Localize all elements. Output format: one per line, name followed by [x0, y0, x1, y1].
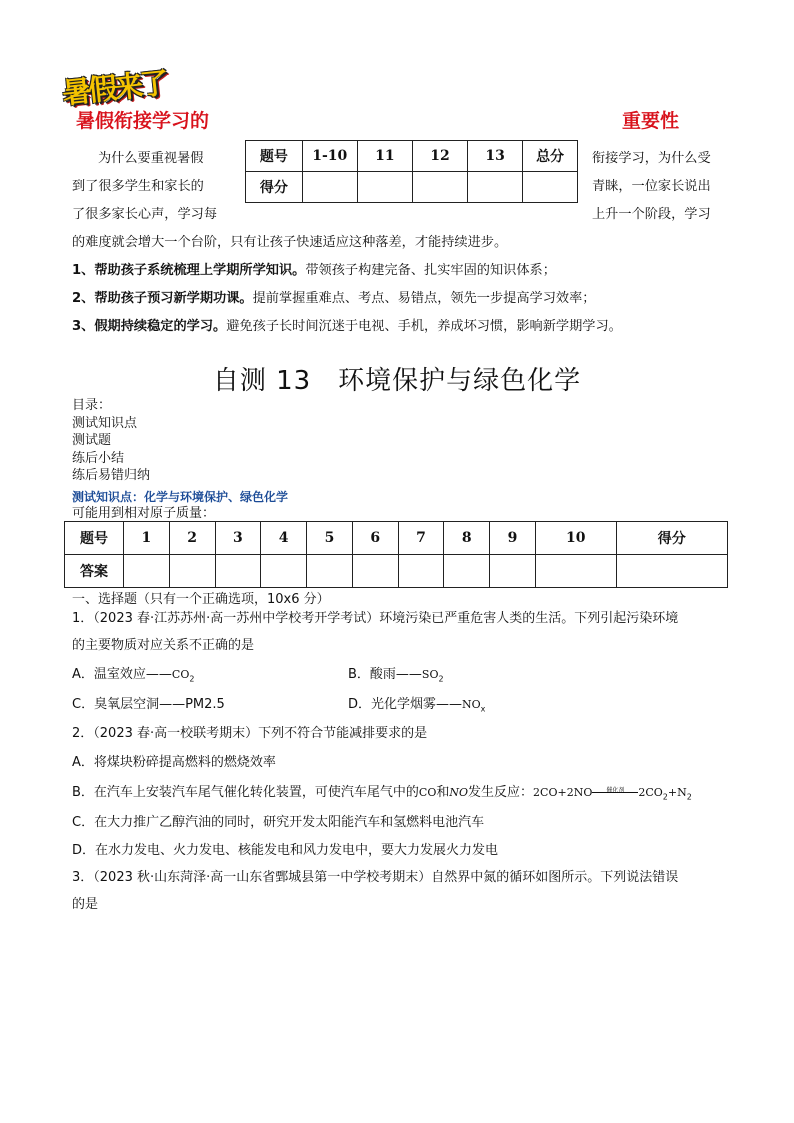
- q1-option-d[interactable]: [348, 693, 485, 714]
- answer-header-cell: 2: [169, 522, 215, 555]
- q2-option-b-co: CO: [418, 786, 437, 799]
- toc-item: 测试题: [72, 433, 112, 448]
- answer-table-row: [65, 555, 728, 588]
- intro-point-2-bold: 2、帮助孩子预习新学期功课。: [72, 291, 253, 306]
- toc-item: 练后小结: [72, 450, 125, 466]
- score-header-cell: 题号: [246, 141, 303, 172]
- intro-point-3-bold: 3、假期持续稳定的学习。: [72, 319, 227, 334]
- answer-header-cell: 题号: [65, 522, 124, 555]
- answer-input-cell[interactable]: [490, 555, 536, 588]
- answer-header-cell: 4: [261, 522, 307, 555]
- intro-line-4: 的难度就会增大一个台阶，只有让孩子快速适应这种落差，才能持续进步。: [72, 235, 508, 250]
- q1-option-b[interactable]: [348, 663, 444, 684]
- intro-point-1: [72, 257, 556, 285]
- answer-header-cell: 10: [535, 522, 616, 555]
- answer-input-cell[interactable]: [352, 555, 398, 588]
- q2-option-b-pre: B．在汽车上安装汽车尾气催化转化装置，可使汽车尾气中的: [72, 785, 419, 800]
- score-table-row: [246, 172, 578, 203]
- q2-equation-sub-1: 2: [662, 792, 668, 802]
- answer-table: [64, 521, 728, 588]
- toc-heading: 目录：: [72, 398, 112, 413]
- intro-point-3: [72, 313, 622, 341]
- q2-option-b-and: 和: [436, 785, 450, 800]
- q2-option-a[interactable]: A．将煤块粉碎提高燃料的燃烧效率: [72, 755, 276, 770]
- answer-input-cell[interactable]: [535, 555, 616, 588]
- answer-input-cell[interactable]: [169, 555, 215, 588]
- header-title-right: 重要性: [622, 110, 680, 132]
- q2-option-b-post: 发生反应：: [468, 785, 534, 800]
- score-header-cell: 总分: [523, 141, 578, 172]
- score-row-label: 得分: [246, 172, 303, 203]
- header-title-left: 暑假衔接学习的: [76, 110, 210, 132]
- q1-option-d-text: D．光化学烟雾——: [348, 697, 463, 712]
- score-input-cell[interactable]: [523, 172, 578, 203]
- q1-option-b-text: B．酸雨——: [348, 667, 422, 682]
- answer-header-cell: 1: [124, 522, 170, 555]
- answer-input-cell[interactable]: [444, 555, 490, 588]
- score-input-cell[interactable]: [302, 172, 357, 203]
- q1-option-d-formula: NO: [462, 698, 481, 711]
- answer-header-cell: 9: [490, 522, 536, 555]
- answer-input-cell[interactable]: [124, 555, 170, 588]
- score-header-cell: 12: [412, 141, 467, 172]
- intro-line-3-left: 了很多家长心声，学习每: [72, 207, 218, 222]
- q1-option-b-sub: 2: [438, 674, 444, 684]
- section-title: 一、选择题（只有一个正确选项，10x6 分）: [72, 592, 330, 607]
- intro-line-1-left: 为什么要重视暑假: [98, 151, 204, 166]
- answer-input-cell[interactable]: [215, 555, 261, 588]
- q2-equation-sub-2: 2: [686, 792, 692, 802]
- q1-option-a-sub: 2: [189, 674, 195, 684]
- answer-header-cell: 6: [352, 522, 398, 555]
- q2-option-b[interactable]: [72, 781, 692, 802]
- q2-stem: 2．（2023 春·高一校联考期末）下列不符合节能减排要求的是: [72, 726, 428, 741]
- q1-option-a-text: A．温室效应——: [72, 667, 172, 682]
- score-table: [245, 140, 578, 203]
- toc-item: 练后易错归纳: [72, 468, 151, 483]
- q1-stem-line-2: 的主要物质对应关系不正确的是: [72, 638, 255, 653]
- q2-equation-left: 2CO+2NO: [533, 786, 593, 799]
- score-input-cell[interactable]: [357, 172, 412, 203]
- q3-stem-line-1: 3．（2023 秋·山东菏泽·高一山东省鄄城县第一中学校考期末）自然界中氮的循环如图所示。下列说法错误: [72, 870, 679, 885]
- toc: [72, 397, 150, 485]
- q2-equation-tail: +N: [667, 786, 687, 799]
- answer-input-cell[interactable]: [307, 555, 353, 588]
- toc-item: 测试知识点: [72, 415, 138, 431]
- q1-option-c[interactable]: C．臭氧层空洞——PM2.5: [72, 697, 225, 712]
- score-table-header-row: [246, 141, 578, 172]
- q2-equation-right: 2CO: [638, 786, 663, 799]
- atomic-mass-note: 可能用到相对原子质量：: [72, 506, 216, 521]
- answer-header-cell: 5: [307, 522, 353, 555]
- q2-option-d[interactable]: D．在水力发电、火力发电、核能发电和风力发电中，要大力发展火力发电: [72, 843, 499, 858]
- answer-table-header-row: [65, 522, 728, 555]
- q1-option-a[interactable]: [72, 663, 194, 684]
- knowledge-point: 测试知识点：化学与环境保护、绿色化学: [72, 490, 289, 504]
- score-header-cell: 11: [357, 141, 412, 172]
- q3-stem-line-2: 的是: [72, 897, 99, 912]
- answer-input-cell[interactable]: [398, 555, 444, 588]
- score-header-cell: 1-10: [302, 141, 357, 172]
- answer-header-cell: 7: [398, 522, 444, 555]
- intro-point-1-rest: 带领孩子构建完备、扎实牢固的知识体系；: [305, 263, 556, 278]
- q2-option-c[interactable]: C．在大力推广乙醇汽油的同时，研究开发太阳能汽车和氢燃料电池汽车: [72, 815, 485, 830]
- q2-option-b-no: NO: [449, 786, 469, 799]
- intro-line-1-right: 衔接学习，为什么受: [592, 151, 711, 166]
- answer-header-cell: 3: [215, 522, 261, 555]
- q1-option-b-formula: SO: [421, 668, 439, 681]
- score-input-cell[interactable]: [412, 172, 467, 203]
- answer-header-cell: 得分: [616, 522, 727, 555]
- intro-point-1-bold: 1、帮助孩子系统梳理上学期所学知识。: [72, 263, 306, 278]
- intro-line-2-left: 到了很多学生和家长的: [72, 179, 204, 194]
- answer-input-cell[interactable]: [616, 555, 727, 588]
- score-header-cell: 13: [468, 141, 523, 172]
- score-input-cell[interactable]: [468, 172, 523, 203]
- intro-point-3-rest: 避免孩子长时间沉迷于电视、手机，养成坏习惯，影响新学期学习。: [226, 319, 622, 334]
- q2-equation-catalyst: 催化剂: [606, 787, 625, 794]
- page-title: 自测 13 环境保护与绿色化学: [212, 366, 582, 396]
- answer-input-cell[interactable]: [261, 555, 307, 588]
- answer-header-cell: 8: [444, 522, 490, 555]
- intro-line-3-right: 上升一个阶段，学习: [592, 207, 711, 222]
- intro-line-2-right: 青睐，一位家长说出: [592, 179, 711, 194]
- answer-row-label: 答案: [65, 555, 124, 588]
- intro-point-2: [72, 285, 596, 313]
- q1-option-a-formula: CO: [171, 668, 190, 681]
- logo-text: 暑假来了: [60, 65, 168, 111]
- q1-option-d-sub: x: [480, 704, 486, 714]
- intro-point-2-rest: 提前掌握重难点、考点、易错点，领先一步提高学习效率；: [252, 291, 596, 306]
- q1-stem-line-1: 1．（2023 春·江苏苏州·高一苏州中学校考开学考试）环境污染已严重危害人类的生活。下列引起污染环境: [72, 611, 679, 626]
